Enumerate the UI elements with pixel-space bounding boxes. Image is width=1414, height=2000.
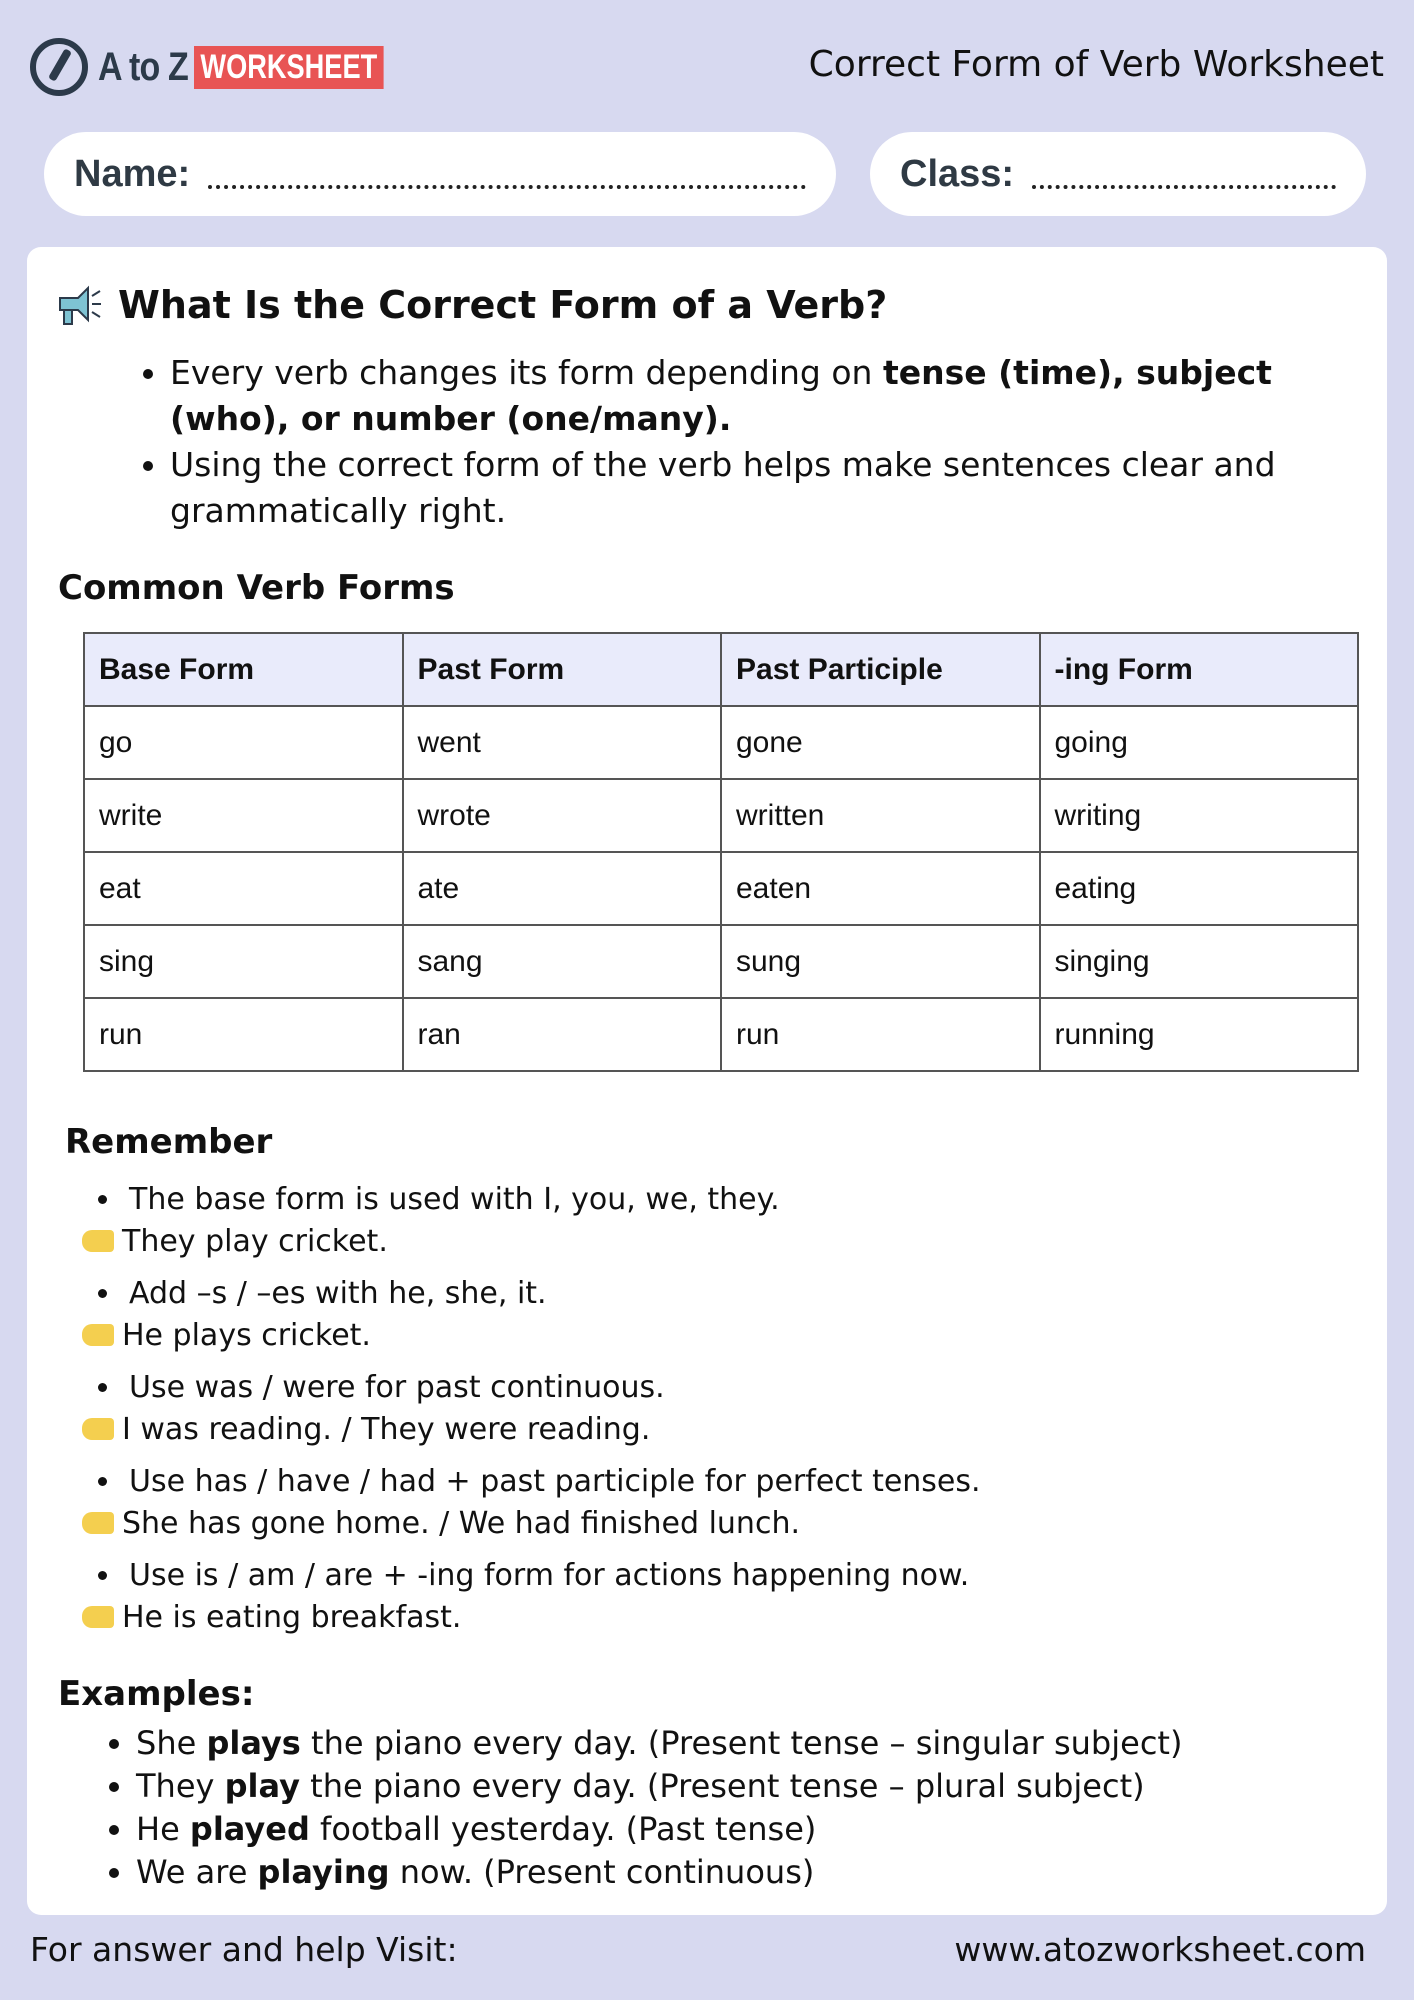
bullet-icon	[98, 1195, 107, 1204]
table-cell: going	[1040, 706, 1359, 779]
section-title: What Is the Correct Form of a Verb?	[118, 283, 888, 327]
table-row	[84, 779, 1358, 852]
table-cell: run	[721, 998, 1040, 1071]
rule-item	[82, 1554, 981, 1638]
table-cell: run	[84, 998, 403, 1071]
table-cell: written	[721, 779, 1040, 852]
bullet-icon	[98, 1289, 107, 1298]
pointing-hand-icon	[82, 1606, 114, 1628]
table-cell: wrote	[403, 779, 722, 852]
name-field[interactable]	[44, 132, 836, 216]
example-item: • We are playing now. (Present continuous)	[136, 1851, 1182, 1894]
rule-text: The base form is used with I, you, we, they.	[129, 1181, 780, 1217]
table-header-row	[84, 633, 1358, 706]
rule-item	[82, 1366, 981, 1450]
intro-bullet: • Every verb changes its form depending on tense (time), subject (who), or number (one/many).	[170, 350, 1320, 442]
rule-example: He is eating breakfast.	[122, 1599, 462, 1635]
bullet-icon	[98, 1383, 107, 1392]
table-cell: gone	[721, 706, 1040, 779]
examples-list	[100, 1722, 1182, 1894]
pointing-hand-icon	[82, 1512, 114, 1534]
table-cell: singing	[1040, 925, 1359, 998]
intro-bullet: • Using the correct form of the verb helps make sentences clear and grammatically right.	[170, 442, 1320, 534]
pointing-hand-icon	[82, 1418, 114, 1440]
rule-item	[82, 1460, 981, 1544]
table-cell: ate	[403, 852, 722, 925]
pointing-hand-icon	[82, 1324, 114, 1346]
table-cell: sang	[403, 925, 722, 998]
pen-logo-icon	[30, 38, 88, 96]
megaphone-icon	[56, 282, 102, 328]
table-cell: eaten	[721, 852, 1040, 925]
class-field[interactable]	[870, 132, 1366, 216]
table-cell: went	[403, 706, 722, 779]
table-row	[84, 998, 1358, 1071]
pointing-hand-icon	[82, 1230, 114, 1252]
class-blank[interactable]	[1032, 159, 1336, 189]
column-header: Base Form	[84, 633, 403, 706]
rule-text: Use was / were for past continuous.	[129, 1369, 665, 1405]
table-cell: sung	[721, 925, 1040, 998]
remember-title: Remember	[65, 1122, 273, 1162]
table-cell: eat	[84, 852, 403, 925]
column-header: Past Participle	[721, 633, 1040, 706]
rule-example: She has gone home. / We had finished lunch.	[122, 1505, 800, 1541]
class-label: Class:	[900, 152, 1015, 195]
remember-list	[82, 1178, 981, 1648]
rule-text: Add –s / –es with he, she, it.	[129, 1275, 547, 1311]
table-row	[84, 852, 1358, 925]
name-blank[interactable]	[208, 159, 806, 189]
column-header: -ing Form	[1040, 633, 1359, 706]
example-item: • They play the piano every day. (Present tense – plural subject)	[136, 1765, 1182, 1808]
table-title: Common Verb Forms	[58, 568, 455, 608]
rule-item	[82, 1178, 981, 1262]
bullet-icon	[98, 1477, 107, 1486]
logo-text: A to Z	[98, 44, 188, 89]
column-header: Past Form	[403, 633, 722, 706]
table-cell: writing	[1040, 779, 1359, 852]
example-item: • He played football yesterday. (Past tense)	[136, 1808, 1182, 1851]
worksheet-title: Correct Form of Verb Worksheet	[808, 44, 1384, 85]
table-row	[84, 706, 1358, 779]
footer-website-link[interactable]: www.atozworksheet.com	[954, 1930, 1366, 1969]
verb-forms-table	[83, 632, 1359, 1072]
footer-help-text: For answer and help Visit:	[30, 1930, 458, 1969]
example-item: • She plays the piano every day. (Present tense – singular subject)	[136, 1722, 1182, 1765]
rule-example: He plays cricket.	[122, 1317, 371, 1353]
logo-badge: WORKSHEET	[194, 46, 384, 89]
table-cell: go	[84, 706, 403, 779]
intro-list	[130, 350, 1320, 534]
logo	[30, 38, 431, 96]
rule-text: Use is / am / are + -ing form for actions happening now.	[129, 1557, 970, 1593]
rule-example: I was reading. / They were reading.	[122, 1411, 651, 1447]
bullet-icon	[98, 1571, 107, 1580]
table-cell: write	[84, 779, 403, 852]
name-label: Name:	[74, 152, 191, 195]
table-row	[84, 925, 1358, 998]
rule-example: They play cricket.	[122, 1223, 388, 1259]
table-cell: eating	[1040, 852, 1359, 925]
rule-text: Use has / have / had + past participle for perfect tenses.	[129, 1463, 981, 1499]
table-cell: running	[1040, 998, 1359, 1071]
table-cell: ran	[403, 998, 722, 1071]
examples-title: Examples:	[58, 1674, 255, 1714]
rule-item	[82, 1272, 981, 1356]
section-heading	[56, 282, 887, 328]
table-cell: sing	[84, 925, 403, 998]
